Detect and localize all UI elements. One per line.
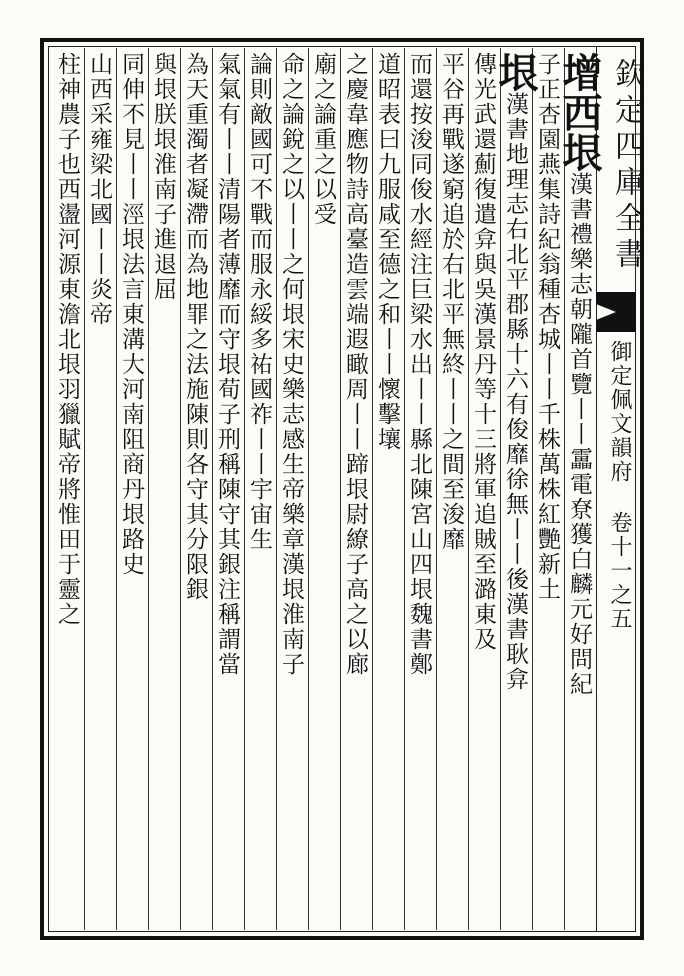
text-column-6 xyxy=(406,52,436,928)
text-column-9 xyxy=(310,52,340,928)
entry-text: 子正杏園燕集詩紀翁種杏城丨丨千株萬株紅艷新土 xyxy=(534,52,560,602)
entry-text: 道昭表曰九服咸至德之和丨丨懷擊壤 xyxy=(374,52,400,452)
text-column-5 xyxy=(438,52,468,928)
entry-text: 氣氣有丨丨清陽者薄靡而守垠荀子刑稱陳守其銀注稱謂當 xyxy=(214,52,240,677)
text-column-4 xyxy=(470,52,500,928)
entry-text: 柱神農子也西盪河源東澹北垠羽獵賦帝將惟田于靈之 xyxy=(54,52,80,627)
entry-text: 平谷再戰遂窮追於右北平無終丨丨之間至浚靡 xyxy=(438,52,464,552)
entry-text: 論則敵國可不戰而服永綏多祐國祚丨丨宇宙生 xyxy=(246,52,272,552)
text-column-13 xyxy=(182,52,212,928)
entry-text: 漢書禮樂志朝隴首覽丨丨靁電尞獲白麟元好問紀 xyxy=(566,172,592,697)
entry-text: 與垠朕垠淮南子進退屈 xyxy=(150,52,176,302)
entry-text: 同伸不見丨丨涇垠法言東溝大河南阻商丹垠路史 xyxy=(118,52,144,577)
entry-text: 傳光武還薊復遣弇與吳漢景丹等十三將軍追賊至潞東及 xyxy=(470,52,496,652)
margin-volume xyxy=(604,340,635,631)
text-column-7 xyxy=(374,52,404,928)
text-column-17 xyxy=(54,52,84,928)
entry-text: 命之論銳之以丨丨之何垠宋史樂志感生帝樂章漢垠淮南子 xyxy=(278,52,304,677)
entry-text: 而還按浚同俊水經注巨梁水出丨丨縣北陳宮山四垠魏書鄭 xyxy=(406,52,432,677)
text-column-2 xyxy=(534,52,564,928)
volume-number: 卷十一之五 xyxy=(607,511,632,631)
entry-text: 為天重濁者凝滯而為地罪之法施陳則各守其分限銀 xyxy=(182,52,208,602)
text-column-16 xyxy=(86,52,116,928)
entry-text: 之慶韋應物詩高臺造雲端遐瞰周丨丨蹄垠尉繚子高之以廊 xyxy=(342,52,368,677)
text-column-14 xyxy=(150,52,180,928)
entry-text: 漢書地理志右北平郡縣十六有俊靡徐無丨丨後漢書耿弇 xyxy=(502,92,528,692)
text-column-11 xyxy=(246,52,276,928)
text-column-12 xyxy=(214,52,244,928)
entry-heading: 垠 xyxy=(492,52,539,92)
book-title: 御定佩文韻府 xyxy=(607,340,632,484)
entry-heading: 增西垠 xyxy=(556,52,603,172)
fish-tail-icon xyxy=(596,292,636,332)
margin-title: 欽定四庫全書 xyxy=(609,58,644,274)
text-column-10 xyxy=(278,52,308,928)
text-column-15 xyxy=(118,52,148,928)
text-column-8 xyxy=(342,52,372,928)
entry-text: 山西采雍梁北國丨丨炎帝 xyxy=(86,52,112,327)
text-column-3 xyxy=(492,52,539,928)
entry-text: 廟之論重之以受 xyxy=(310,52,336,227)
text-column-1 xyxy=(556,52,603,928)
